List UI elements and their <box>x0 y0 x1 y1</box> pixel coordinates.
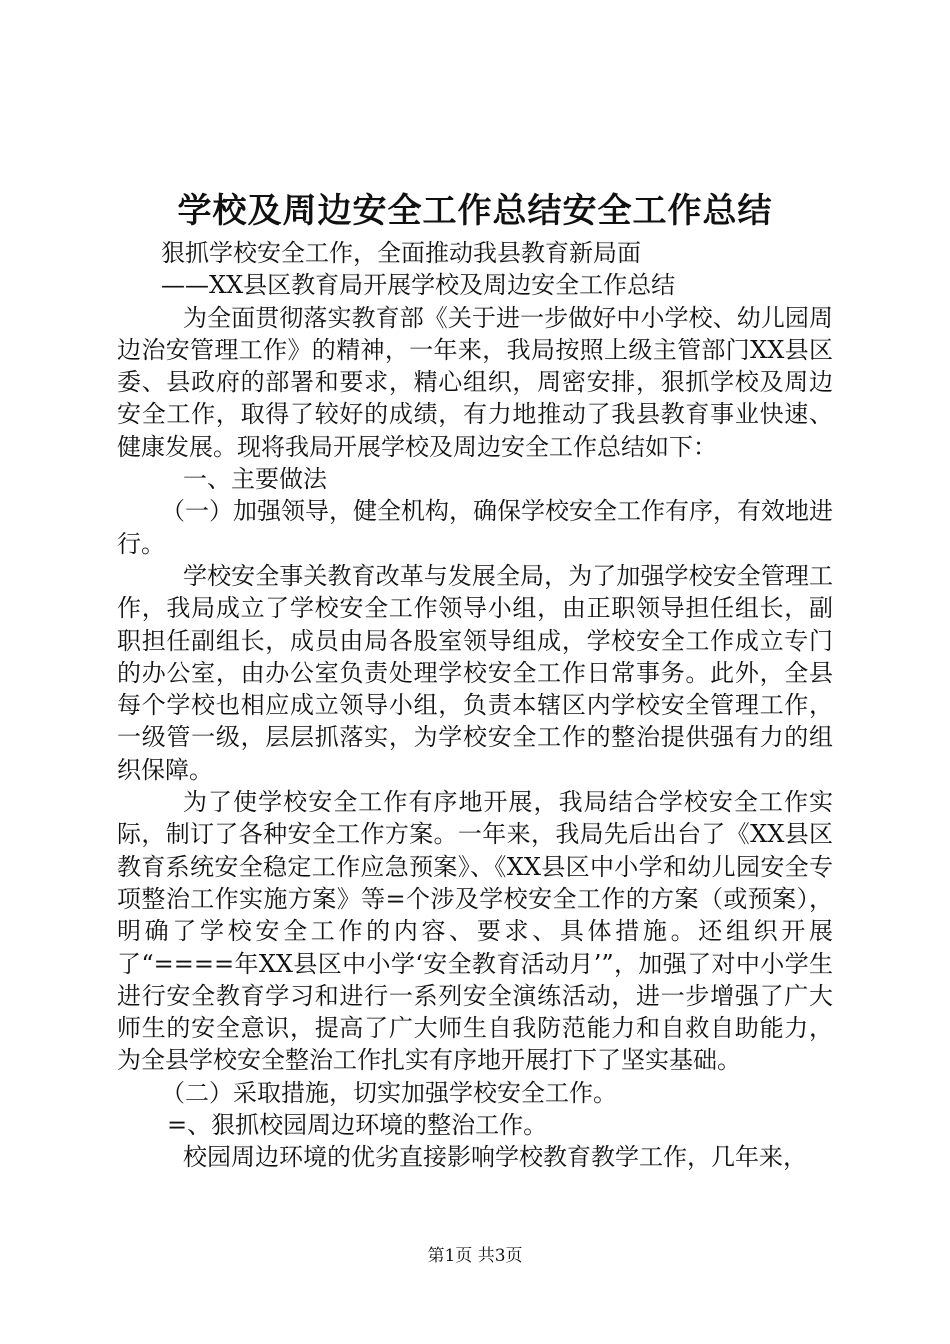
subtitle-line-2: ——XX县区教育局开展学校及周边安全工作总结 <box>161 271 676 300</box>
paragraph-environment: 校园周边环境的优劣直接影响学校教育教学工作，几年来， <box>183 1143 807 1172</box>
section-heading-main-practices: 一、主要做法 <box>183 465 327 494</box>
subsection-heading-2: （二）采取措施，切实加强学校安全工作。 <box>161 1078 617 1107</box>
document-title: 学校及周边安全工作总结安全工作总结 <box>177 191 773 231</box>
subtitle-line-1: 狠抓学校安全工作，全面推动我县教育新局面 <box>161 239 641 267</box>
item-heading-1: =、狠抓校园周边环境的整治工作。 <box>167 1111 548 1140</box>
paragraph-intro: 为全面贯彻落实教育部《关于进一步做好中小学校、幼儿园周边治安管理工作》的精神，一年来，我局按照上级主管部门XX县区委、县政府的部署和要求，精心组织，周密安排，狠抓学校及周边安全工作，取得了较好的成绩，有力地推动了我县教育事业快速、健康发展。现将我局开展学校及周边安全工作总结如下： <box>117 303 833 461</box>
subsection-heading-1: （一）加强领导，健全机构，确保学校安全工作有序，有效地进行。 <box>117 497 833 558</box>
page-footer: 第1页 共3页 <box>427 1246 523 1266</box>
paragraph-leadership: 学校安全事关教育改革与发展全局，为了加强学校安全管理工作，我局成立了学校安全工作领导小组，由正职领导担任组长，副职担任副组长，成员由局各股室领导组成，学校安全工作成立专门的办公室，由办公室负责处理学校安全工作日常事务。此外，全县每个学校也相应成立领导小组，负责本辖区内学校安全管理工作，一级管一级，层层抓落实，为学校安全工作的整治提供强有力的组织保障。 <box>117 561 833 784</box>
paragraph-plans: 为了使学校安全工作有序地开展，我局结合学校安全工作实际，制订了各种安全工作方案。一年来，我局先后出台了《XX县区教育系统安全稳定工作应急预案》、《XX县区中小学和幼儿园安全专项整治工作实施方案》等=个涉及学校安全工作的方案（或预案），明确了学校安全工作的内容、要求、具体措施。还组织开展了“====年XX县区中小学‘安全教育活动月’”，加强了对中小学生进行安全教育学习和进行一系列安全演练活动，进一步增强了广大师生的安全意识，提高了广大师生自我防范能力和自救自助能力，为全县学校安全整治工作扎实有序地开展打下了坚实基础。 <box>117 788 833 1075</box>
document-body <box>117 237 833 1174</box>
